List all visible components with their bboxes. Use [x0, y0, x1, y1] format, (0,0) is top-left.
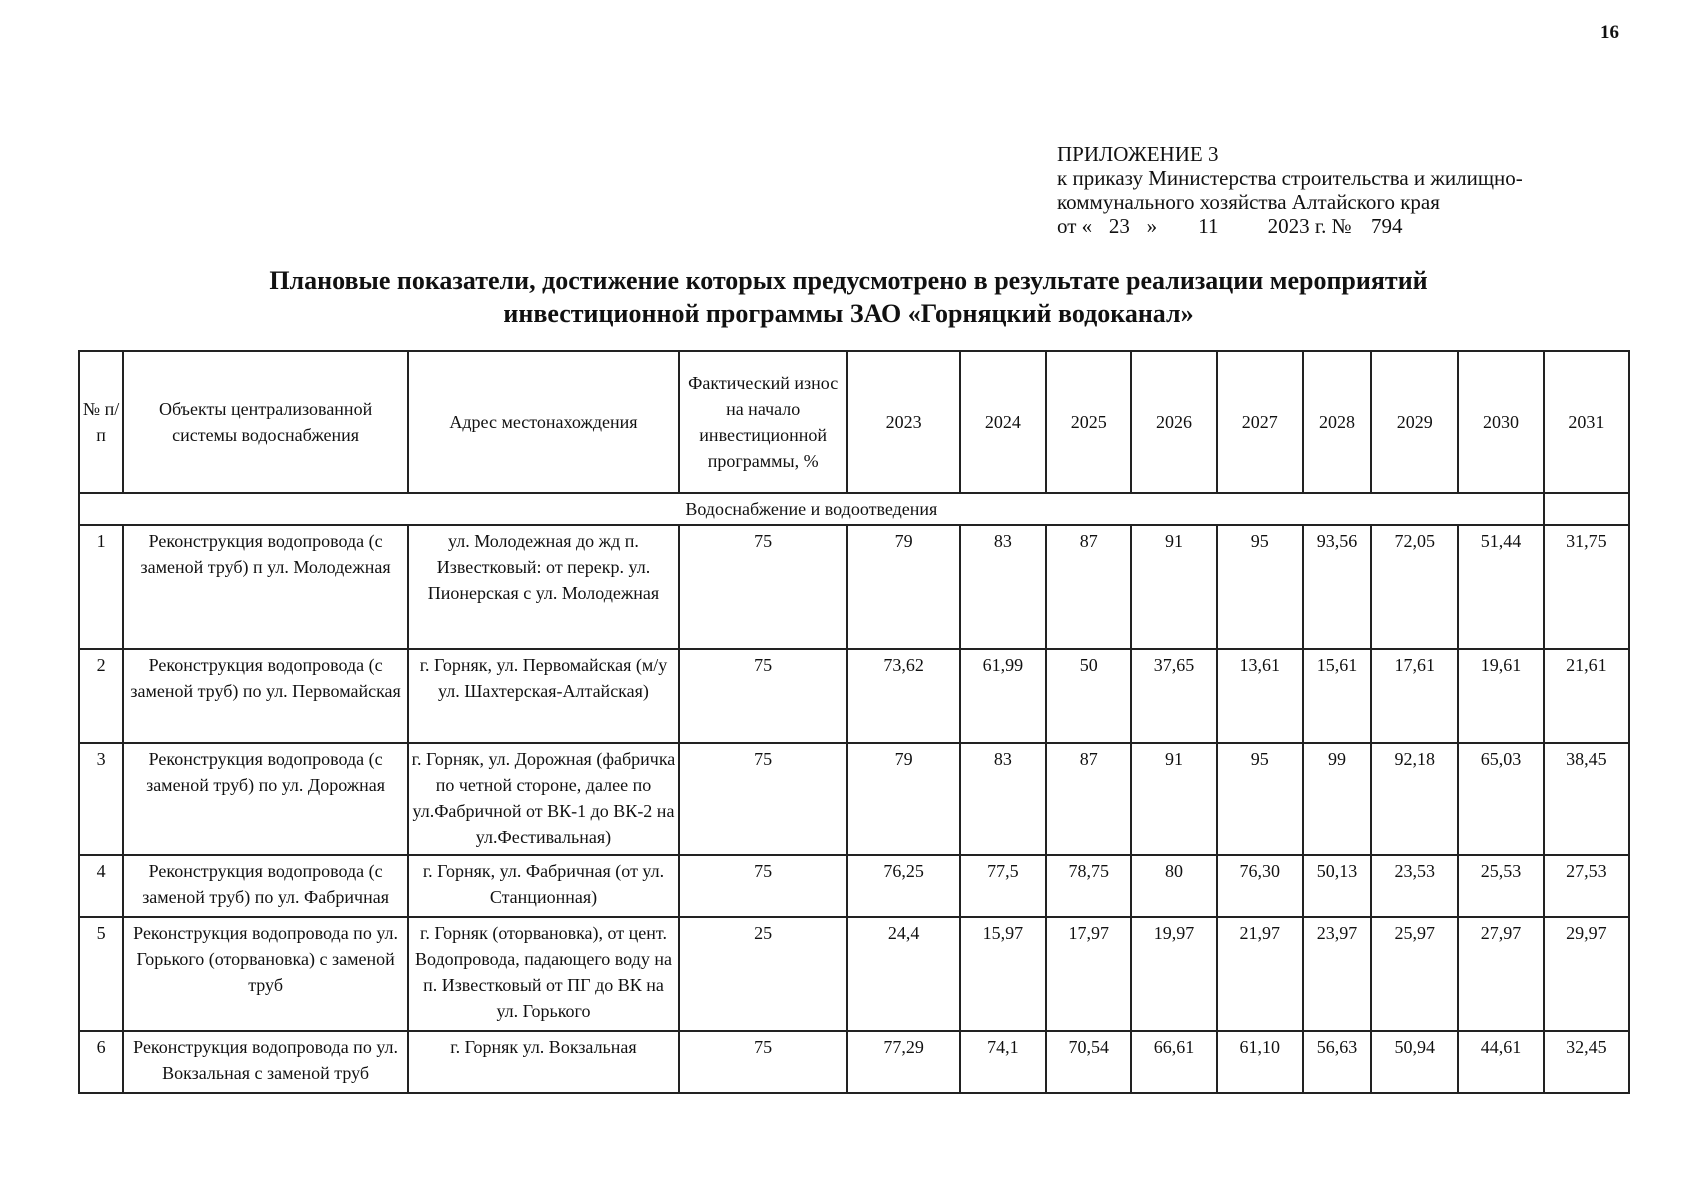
cell-object: Реконструкция водопровода (с заменой труб) по ул. Первомайская: [123, 649, 408, 743]
cell-num: 6: [79, 1031, 123, 1093]
cell-value: 83: [960, 743, 1046, 855]
cell-value: 17,61: [1371, 649, 1458, 743]
header-object: Объекты централизованной системы водоснабжения: [123, 351, 408, 493]
cell-value: 31,75: [1544, 525, 1629, 649]
cell-value: 50,13: [1303, 855, 1371, 917]
cell-object: Реконструкция водопровода (с заменой труб) по ул. Фабричная: [123, 855, 408, 917]
header-address: Адрес местонахождения: [408, 351, 679, 493]
cell-value: 95: [1217, 525, 1303, 649]
header-wear: Фактический износ на начало инвестиционной программы, %: [679, 351, 848, 493]
cell-object: Реконструкция водопровода по ул. Горького (оторвановка) с заменой труб: [123, 917, 408, 1031]
cell-value: 77,5: [960, 855, 1046, 917]
title-line-1: Плановые показатели, достижение которых предусмотрено в результате реализации мероприятий: [269, 266, 1428, 295]
cell-wear: 25: [679, 917, 848, 1031]
cell-value: 70,54: [1046, 1031, 1131, 1093]
cell-num: 5: [79, 917, 123, 1031]
table-header-row: [79, 351, 1629, 493]
header-year: 2023: [847, 351, 959, 493]
cell-value: 25,97: [1371, 917, 1458, 1031]
cell-value: 92,18: [1371, 743, 1458, 855]
cell-value: 91: [1131, 525, 1216, 649]
cell-value: 17,97: [1046, 917, 1131, 1031]
cell-value: 61,10: [1217, 1031, 1303, 1093]
cell-value: 50: [1046, 649, 1131, 743]
appendix-line-2: коммунального хозяйства Алтайского края: [1057, 190, 1440, 214]
cell-address: г. Горняк, ул. Первомайская (м/у ул. Шахтерская-Алтайская): [408, 649, 679, 743]
cell-object: Реконструкция водопровода (с заменой труб) п ул. Молодежная: [123, 525, 408, 649]
cell-value: 15,61: [1303, 649, 1371, 743]
table-row: [79, 855, 1629, 917]
cell-value: 32,45: [1544, 1031, 1629, 1093]
cell-value: 79: [847, 743, 959, 855]
cell-value: 77,29: [847, 1031, 959, 1093]
cell-wear: 75: [679, 649, 848, 743]
cell-value: 99: [1303, 743, 1371, 855]
cell-value: 23,53: [1371, 855, 1458, 917]
table-row: [79, 1031, 1629, 1093]
cell-value: 76,25: [847, 855, 959, 917]
cell-object: Реконструкция водопровода (с заменой труб) по ул. Дорожная: [123, 743, 408, 855]
header-year: 2026: [1131, 351, 1216, 493]
cell-wear: 75: [679, 743, 848, 855]
order-day: 23: [1108, 214, 1130, 238]
cell-value: 72,05: [1371, 525, 1458, 649]
header-year: 2031: [1544, 351, 1629, 493]
header-num: № п/п: [79, 351, 123, 493]
cell-value: 19,61: [1458, 649, 1543, 743]
cell-value: 21,61: [1544, 649, 1629, 743]
cell-value: 56,63: [1303, 1031, 1371, 1093]
cell-value: 44,61: [1458, 1031, 1543, 1093]
cell-num: 2: [79, 649, 123, 743]
cell-value: 66,61: [1131, 1031, 1216, 1093]
cell-value: 24,4: [847, 917, 959, 1031]
cell-address: г. Горняк, ул. Фабричная (от ул. Станционная): [408, 855, 679, 917]
table-row: [79, 649, 1629, 743]
section-row: [79, 493, 1629, 525]
cell-value: 13,61: [1217, 649, 1303, 743]
cell-value: 95: [1217, 743, 1303, 855]
section-title: Водоснабжение и водоотведения: [79, 493, 1544, 525]
order-from: от «: [1057, 214, 1093, 238]
cell-wear: 75: [679, 1031, 848, 1093]
header-year: 2028: [1303, 351, 1371, 493]
cell-value: 76,30: [1217, 855, 1303, 917]
appendix-line-1: к приказу Министерства строительства и жилищно-: [1057, 166, 1523, 190]
cell-value: 27,97: [1458, 917, 1543, 1031]
indicators-table: [78, 350, 1630, 1094]
cell-value: 87: [1046, 743, 1131, 855]
table-row: [79, 917, 1629, 1031]
order-line: [1057, 214, 1523, 238]
cell-value: 61,99: [960, 649, 1046, 743]
cell-value: 93,56: [1303, 525, 1371, 649]
order-close: »: [1146, 214, 1158, 238]
cell-address: г. Горняк (оторвановка), от цент. Водопровода, падающего воду на п. Известковый от ПГ до ВК на ул. Горького: [408, 917, 679, 1031]
order-number: 794: [1370, 214, 1403, 238]
header-year: 2030: [1458, 351, 1543, 493]
cell-value: 83: [960, 525, 1046, 649]
page-number: 16: [1600, 22, 1619, 43]
header-year: 2029: [1371, 351, 1458, 493]
cell-value: 38,45: [1544, 743, 1629, 855]
cell-value: 15,97: [960, 917, 1046, 1031]
cell-value: 19,97: [1131, 917, 1216, 1031]
cell-value: 51,44: [1458, 525, 1543, 649]
header-year: 2027: [1217, 351, 1303, 493]
table-row: [79, 743, 1629, 855]
document-title: [0, 264, 1697, 330]
cell-value: 73,62: [847, 649, 959, 743]
cell-num: 4: [79, 855, 123, 917]
cell-wear: 75: [679, 525, 848, 649]
cell-value: 37,65: [1131, 649, 1216, 743]
header-year: 2024: [960, 351, 1046, 493]
section-empty-cell: [1544, 493, 1629, 525]
cell-value: 91: [1131, 743, 1216, 855]
cell-value: 21,97: [1217, 917, 1303, 1031]
cell-value: 79: [847, 525, 959, 649]
cell-address: ул. Молодежная до жд п. Известковый: от перекр. ул. Пионерская с ул. Молодежная: [408, 525, 679, 649]
cell-num: 3: [79, 743, 123, 855]
cell-address: г. Горняк ул. Вокзальная: [408, 1031, 679, 1093]
title-line-2: инвестиционной программы ЗАО «Горняцкий водоканал»: [503, 299, 1194, 328]
cell-num: 1: [79, 525, 123, 649]
cell-value: 78,75: [1046, 855, 1131, 917]
table-row: [79, 525, 1629, 649]
order-month: 11: [1198, 214, 1219, 238]
cell-address: г. Горняк, ул. Дорожная (фабричка по четной стороне, далее по ул.Фабричной от ВК-1 до ВК-2 на ул.Фестивальная): [408, 743, 679, 855]
header-year: 2025: [1046, 351, 1131, 493]
cell-value: 80: [1131, 855, 1216, 917]
cell-value: 29,97: [1544, 917, 1629, 1031]
cell-wear: 75: [679, 855, 848, 917]
cell-value: 23,97: [1303, 917, 1371, 1031]
appendix-block: [1057, 142, 1523, 238]
cell-object: Реконструкция водопровода по ул. Вокзальная с заменой труб: [123, 1031, 408, 1093]
cell-value: 87: [1046, 525, 1131, 649]
cell-value: 65,03: [1458, 743, 1543, 855]
cell-value: 74,1: [960, 1031, 1046, 1093]
cell-value: 27,53: [1544, 855, 1629, 917]
appendix-title: ПРИЛОЖЕНИЕ 3: [1057, 142, 1219, 166]
cell-value: 50,94: [1371, 1031, 1458, 1093]
cell-value: 25,53: [1458, 855, 1543, 917]
order-year: 2023 г. №: [1267, 214, 1352, 238]
